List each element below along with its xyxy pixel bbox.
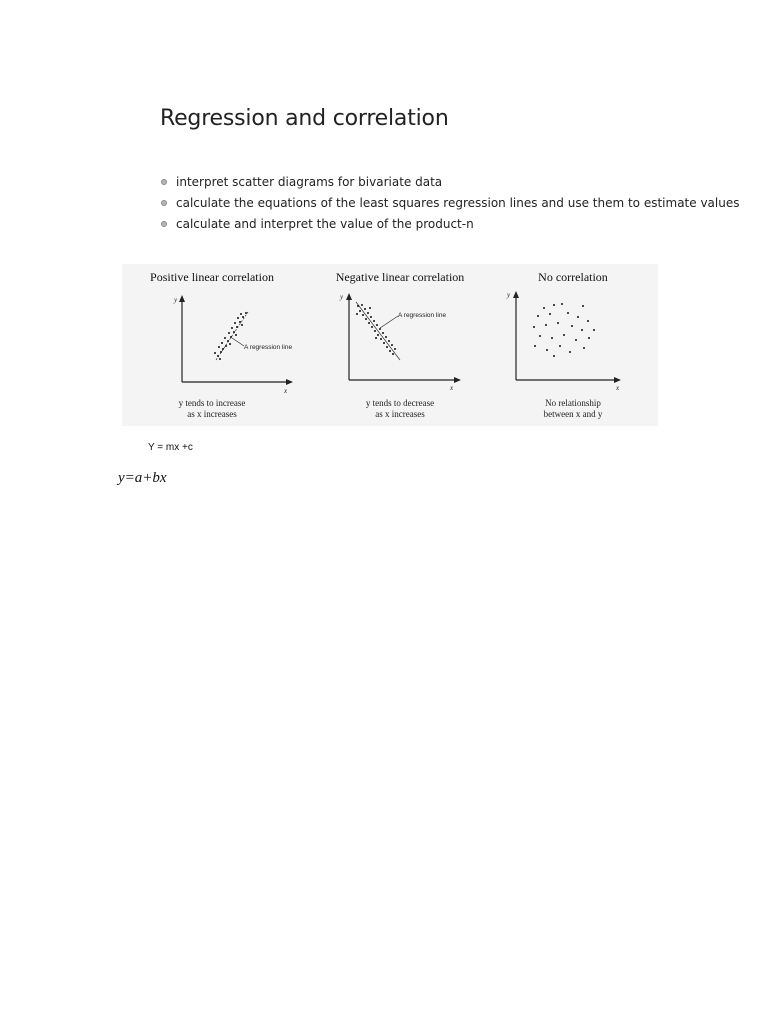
y-axis-label: y — [174, 296, 178, 304]
bullet-icon — [161, 221, 167, 227]
panel-caption — [488, 398, 658, 420]
regression-line — [356, 302, 400, 360]
negative-scatter-plot — [300, 286, 500, 396]
panel-title: Negative linear correlation — [335, 270, 465, 284]
caption-line: as x increases — [187, 409, 237, 419]
panel-title: No correlation — [538, 270, 608, 284]
caption-line: as x increases — [375, 409, 425, 419]
no-correlation-panel — [488, 264, 658, 426]
y-axis-arrow-icon — [179, 295, 185, 302]
regression-equation-text: y=a+bx — [118, 470, 167, 486]
data-points — [533, 303, 595, 357]
objective-text: calculate the equations of the least squares regression lines and use them to estimate values — [176, 196, 740, 210]
positive-correlation-panel — [122, 264, 302, 426]
objective-text: calculate and interpret the value of the product-n — [176, 217, 474, 231]
annotation-pointer — [380, 316, 398, 328]
caption-line: No relationship — [545, 398, 601, 408]
page-title: Regression and correlation — [160, 106, 449, 131]
panel-caption — [300, 398, 500, 420]
list-item — [160, 193, 739, 214]
caption-line: y tends to decrease — [365, 398, 435, 408]
x-axis-arrow-icon — [614, 377, 621, 383]
x-axis-label: x — [450, 384, 454, 392]
y-axis-label: y — [507, 291, 511, 299]
linear-equation-text: Y = mx +c — [148, 442, 193, 453]
x-axis-arrow-icon — [286, 379, 293, 385]
regression-line-annotation: A regression line — [398, 312, 447, 319]
y-axis-label: y — [340, 293, 344, 301]
correlation-figure — [122, 264, 658, 426]
y-axis-arrow-icon — [513, 291, 519, 298]
x-axis-label: x — [284, 387, 288, 395]
caption-line: between x and y — [543, 409, 603, 419]
regression-line-annotation: A regression line — [244, 344, 293, 351]
no-correlation-scatter-plot — [488, 286, 658, 396]
objective-text: interpret scatter diagrams for bivariate data — [176, 175, 443, 189]
x-axis-arrow-icon — [454, 377, 461, 383]
list-item — [160, 172, 739, 193]
bullet-icon — [161, 179, 167, 185]
x-axis-label: x — [616, 384, 620, 392]
list-item — [160, 214, 739, 235]
panel-title: Positive linear correlation — [150, 270, 274, 284]
positive-scatter-plot — [122, 286, 302, 396]
caption-line: y tends to increase — [178, 398, 246, 408]
annotation-pointer — [232, 338, 244, 346]
objectives-list — [160, 172, 739, 235]
panel-caption — [122, 398, 302, 420]
negative-correlation-panel — [300, 264, 500, 426]
y-axis-arrow-icon — [346, 293, 352, 300]
data-points — [214, 312, 247, 360]
bullet-icon — [161, 200, 167, 206]
